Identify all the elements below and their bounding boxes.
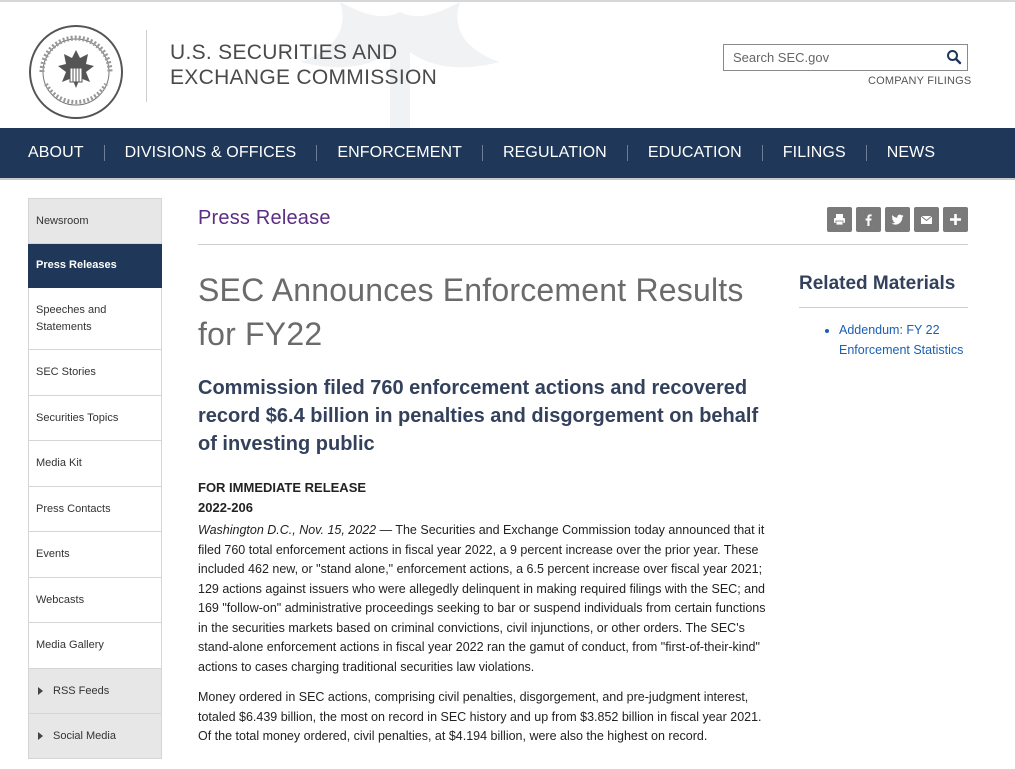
nav-about[interactable]: ABOUT — [28, 144, 84, 161]
search-icon — [946, 49, 962, 65]
sidebar-item-label: RSS Feeds — [53, 684, 110, 697]
nav-separator — [482, 145, 483, 161]
print-button[interactable] — [827, 207, 852, 232]
paragraph-text: The Securities and Exchange Commission today announced that it filed 760 total enforcement actions in fiscal year 2022, a 9 percent increase over the prior year. These included 462 new, or "stand alone," enforcement actions, a 6.5 percent increase over fiscal year 2021; 129 actions against issuers who were allegedly delinquent in making required filings with the SEC; and 169 "follow-on" administrative proceedings seeking to bar or suspend individuals from certain functions in the securities markets based on criminal convictions, civil injunctions, or other orders. The SEC's stand-alone enforcement actions in fiscal year 2022 ran the gamut of conduct, from "first-of-their-kind" actions to cases charging traditional securities law violations. — [198, 523, 766, 674]
page-subtitle: Commission filed 760 enforcement actions and recovered record $6.4 billion in penalties and disgorgement on behalf of investing public — [198, 377, 759, 455]
sidebar-item-social-media[interactable] — [28, 714, 162, 759]
nav-enforcement[interactable]: ENFORCEMENT — [337, 144, 462, 161]
site-title-line2: EXCHANGE COMMISSION — [170, 66, 438, 89]
nav-education[interactable]: EDUCATION — [647, 144, 742, 161]
sidebar-item-label: Media Gallery — [36, 639, 104, 651]
list-item — [839, 320, 969, 360]
plus-icon — [949, 213, 962, 226]
facebook-share-button[interactable] — [856, 207, 881, 232]
header-divider — [146, 30, 147, 102]
nav-divisions-offices[interactable]: DIVISIONS & OFFICES — [124, 144, 297, 161]
sidebar-item-press-releases[interactable] — [28, 244, 162, 288]
site-title-line1: U.S. SECURITIES AND — [170, 41, 398, 64]
main-nav — [0, 128, 1015, 180]
nav-separator — [866, 145, 867, 161]
sidebar-item-media-kit[interactable] — [28, 441, 162, 487]
sidebar-item-speeches-statements[interactable] — [28, 288, 162, 350]
sidebar-item-label: SEC Stories — [36, 366, 96, 378]
related-materials — [799, 270, 969, 360]
section-divider — [198, 244, 968, 245]
print-icon — [833, 213, 846, 226]
sidebar-item-label: Events — [36, 548, 70, 560]
sidebar-item-label: Social Media — [53, 729, 116, 742]
related-divider — [799, 307, 968, 308]
release-number: 2022-206 — [198, 500, 253, 515]
facebook-icon — [862, 213, 875, 226]
company-filings-link[interactable]: COMPANY FILINGS — [868, 75, 972, 87]
email-icon — [920, 213, 933, 226]
more-share-button[interactable] — [943, 207, 968, 232]
sec-seal-logo — [28, 24, 124, 120]
related-link-addendum[interactable]: Addendum: FY 22 Enforcement Statistics — [839, 323, 964, 357]
sidebar-item-label: Securities Topics — [36, 411, 119, 424]
article-paragraph: Money ordered in SEC actions, comprising civil penalties, disgorgement, and pre-judgment interest, totaled $6.439 billion, the most on record in SEC history and up from $3.852 billion in fiscal year 2021. Of the total money ordered, civil penalties, at $4.194 billion, were also the highest on record. — [198, 690, 762, 743]
dateline: Washington D.C., Nov. 15, 2022 — [198, 523, 377, 537]
dateline-dash: — — [376, 523, 396, 537]
sidebar-item-label: Press Releases — [36, 259, 117, 271]
sidebar-item-label: Press Contacts — [36, 502, 111, 515]
site-title[interactable] — [170, 40, 437, 90]
related-heading: Related Materials — [799, 273, 956, 294]
nav-filings[interactable]: FILINGS — [782, 144, 846, 161]
caret-right-icon — [38, 687, 43, 695]
related-list — [799, 320, 969, 360]
share-toolbar — [827, 207, 968, 232]
nav-separator — [104, 145, 105, 161]
sidebar-item-events[interactable] — [28, 532, 162, 578]
search-box — [723, 44, 968, 71]
release-type: FOR IMMEDIATE RELEASE — [198, 480, 367, 495]
page-title: SEC Announces Enforcement Results for FY22 — [198, 272, 744, 352]
twitter-share-button[interactable] — [885, 207, 910, 232]
twitter-icon — [891, 213, 904, 226]
nav-separator — [316, 145, 317, 161]
newsroom-sidebar — [28, 198, 162, 759]
article-paragraph — [198, 521, 773, 677]
site-header — [0, 2, 1015, 128]
article-body — [198, 478, 773, 758]
email-share-button[interactable] — [914, 207, 939, 232]
sidebar-item-label: Webcasts — [36, 593, 85, 606]
search-input[interactable] — [733, 48, 938, 67]
search-button[interactable] — [946, 49, 962, 65]
nav-news[interactable]: NEWS — [886, 144, 936, 161]
nav-regulation[interactable]: REGULATION — [503, 144, 607, 161]
sidebar-item-label: Newsroom — [36, 214, 89, 227]
nav-separator — [762, 145, 763, 161]
sidebar-item-press-contacts[interactable] — [28, 487, 162, 532]
sidebar-item-rss-feeds[interactable] — [28, 669, 162, 714]
nav-separator — [627, 145, 628, 161]
sidebar-item-securities-topics[interactable] — [28, 396, 162, 441]
sidebar-item-newsroom[interactable] — [28, 198, 162, 244]
sidebar-item-label: Media Kit — [36, 457, 82, 469]
sidebar-item-webcasts[interactable] — [28, 578, 162, 623]
sidebar-item-sec-stories[interactable] — [28, 350, 162, 396]
caret-right-icon — [38, 732, 43, 740]
section-label: Press Release — [198, 207, 331, 229]
sidebar-item-media-gallery[interactable] — [28, 623, 162, 669]
sidebar-item-label: Speeches and Statements — [36, 303, 107, 333]
